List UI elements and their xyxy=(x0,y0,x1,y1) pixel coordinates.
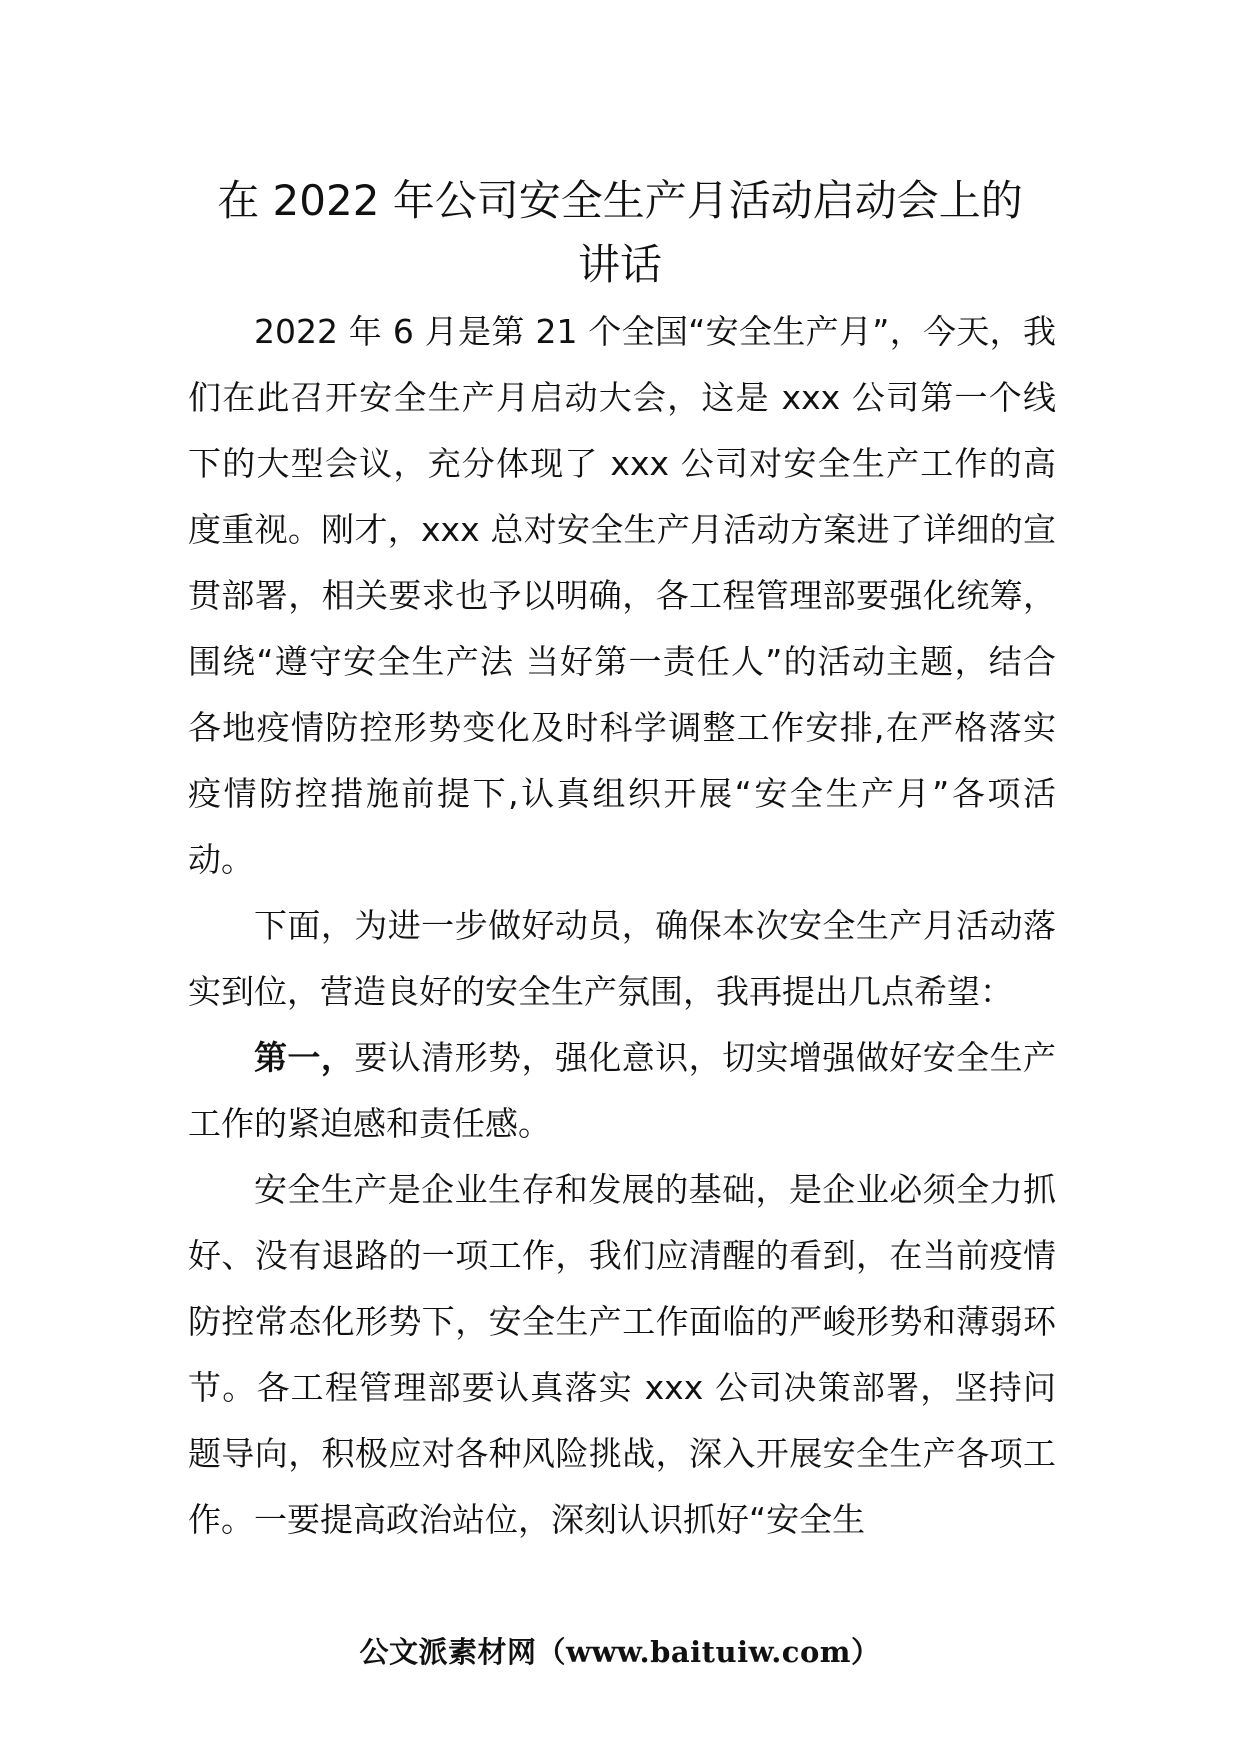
section-heading-first xyxy=(188,1025,1056,1157)
paragraph-safety-foundation: 安全生产是企业生存和发展的基础，是企业必须全力抓好、没有退路的一项工作，我们应清醒的看到，在当前疫情防控常态化形势下，安全生产工作面临的严峻形势和薄弱环节。各工程管理部要认真落实 xxx 公司决策部署，坚持问题导向，积极应对各种风险挑战，深入开展安全生产各项工作。一要提高政治站位，深刻认识抓好“安全生 xyxy=(188,1170,1056,1539)
document-body xyxy=(188,299,1056,1553)
paragraph-hopes: 下面，为进一步做好动员，确保本次安全生产月活动落实到位，营造良好的安全生产氛围，我再提出几点希望： xyxy=(188,906,1056,1011)
paragraph-intro: 2022 年 6 月是第 21 个全国“安全生产月”，今天，我们在此召开安全生产月启动大会，这是 xxx 公司第一个线下的大型会议，充分体现了 xxx 公司对安全生产工作的高度重视。刚才，xxx 总对安全生产月活动方案进了详细的宣贯部署，相关要求也予以明确，各工程管理部要强化统筹，围绕“遵守安全生产法 当好第一责任人”的活动主题，结合各地疫情防控形势变化及时科学调整工作安排,在严格落实疫情防控措施前提下,认真组织开展“安全生产月”各项活动。 xyxy=(188,312,1056,879)
section-heading-text: 要认清形势，强化意识，切实增强做好安全生产工作的紧迫感和责任感。 xyxy=(188,1038,1057,1143)
document-title-line1: 在 2022 年公司安全生产月活动启动会上的 xyxy=(217,176,1023,225)
footer-watermark: 公文派素材网（www.baituiw.com） xyxy=(359,1635,881,1669)
document-title-line2: 讲话 xyxy=(577,240,662,289)
section-heading-lead: 第一， xyxy=(254,1038,355,1077)
